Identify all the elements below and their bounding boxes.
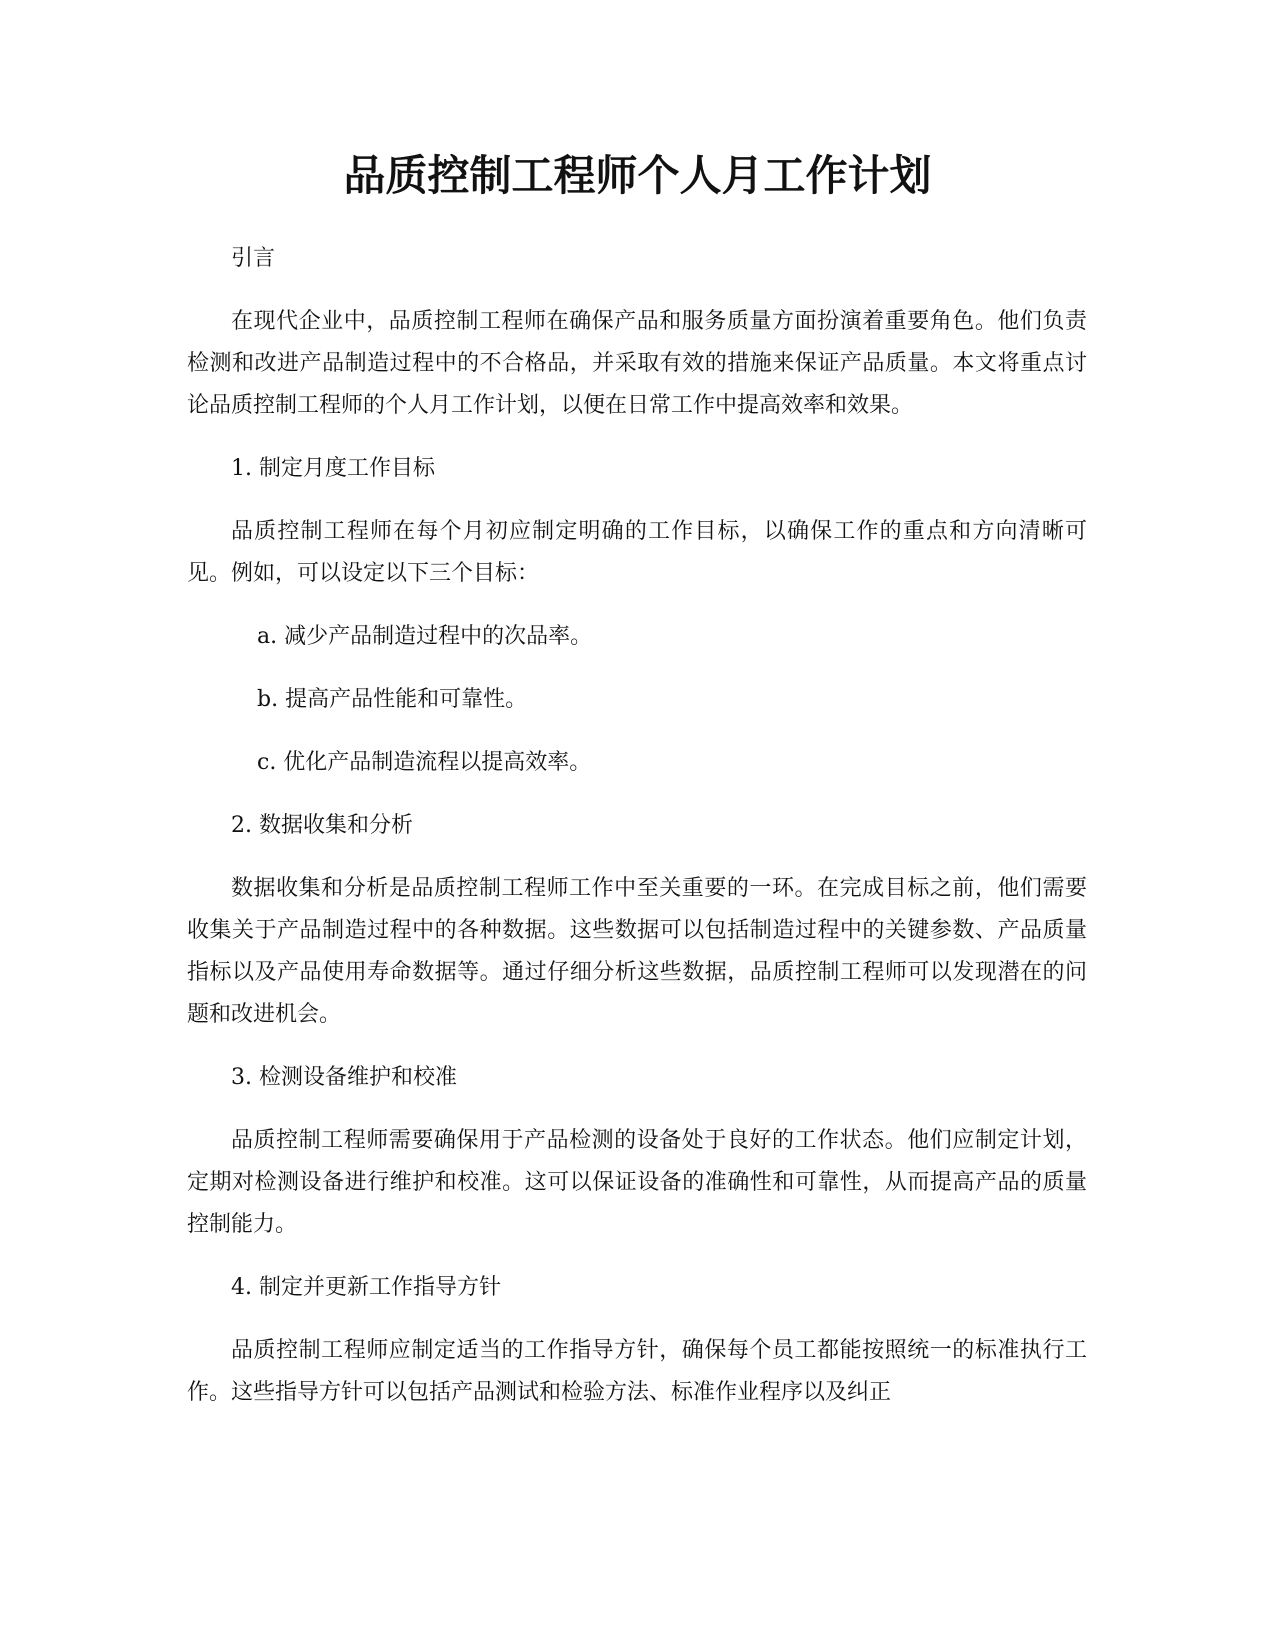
section-2-paragraph: 数据收集和分析是品质控制工程师工作中至关重要的一环。在完成目标之前，他们需要收集关于产品制造过程中的各种数据。这些数据可以包括制造过程中的关键参数、产品质量指标以及产品使用寿命数据等。通过仔细分析这些数据，品质控制工程师可以发现潜在的问题和改进机会。 [187, 876, 1087, 1027]
document-title: 品质控制工程师个人月工作计划 [343, 151, 932, 200]
goal-item-c: c. 优化产品制造流程以提高效率。 [257, 750, 592, 775]
section-2-heading: 2. 数据收集和分析 [231, 813, 413, 838]
intro-heading: 引言 [231, 246, 276, 271]
goal-item-a: a. 减少产品制造过程中的次品率。 [257, 624, 593, 649]
section-4-heading: 4. 制定并更新工作指导方针 [231, 1275, 501, 1300]
section-3-paragraph: 品质控制工程师需要确保用于产品检测的设备处于良好的工作状态。他们应制定计划，定期对检测设备进行维护和校准。这可以保证设备的准确性和可靠性，从而提高产品的质量控制能力。 [187, 1128, 1087, 1237]
section-1-paragraph: 品质控制工程师在每个月初应制定明确的工作目标，以确保工作的重点和方向清晰可见。例如，可以设定以下三个目标： [187, 519, 1087, 586]
section-4-paragraph: 品质控制工程师应制定适当的工作指导方针，确保每个员工都能按照统一的标准执行工作。这些指导方针可以包括产品测试和检验方法、标准作业程序以及纠正 [187, 1338, 1087, 1405]
intro-paragraph: 在现代企业中，品质控制工程师在确保产品和服务质量方面扮演着重要角色。他们负责检测和改进产品制造过程中的不合格品，并采取有效的措施来保证产品质量。本文将重点讨论品质控制工程师的个人月工作计划，以便在日常工作中提高效率和效果。 [187, 309, 1087, 418]
section-1-heading: 1. 制定月度工作目标 [231, 456, 435, 481]
goal-item-b: b. 提高产品性能和可靠性。 [257, 687, 528, 712]
section-3-heading: 3. 检测设备维护和校准 [231, 1065, 457, 1090]
document-body [187, 238, 1087, 1435]
